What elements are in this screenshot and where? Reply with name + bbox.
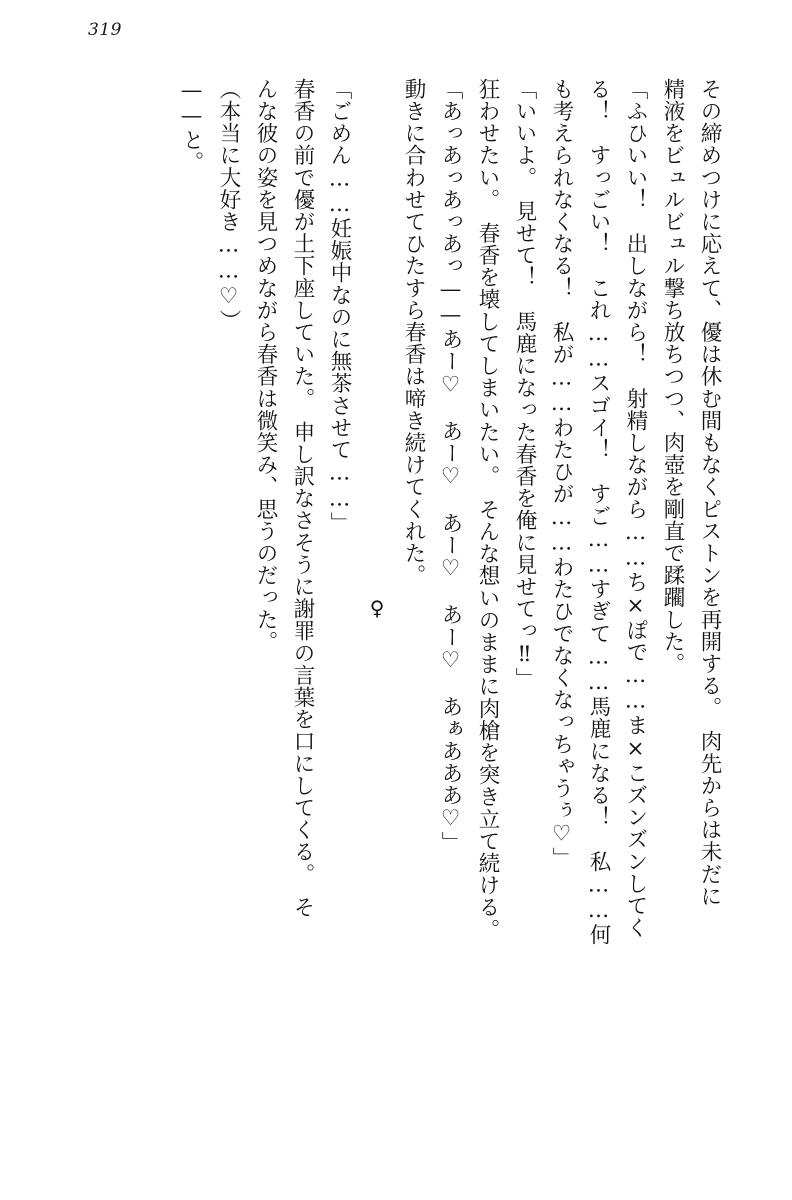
text-column: も考えられなくなる！ 私が……わたひが……わたひでなくなっちゃうぅ♡」 [549,78,574,869]
page-body-text [64,78,728,1138]
page-number: 319 [88,20,122,40]
text-column: る！ すっごい！ これ……スゴイ！ すご……すぎて……馬鹿になる！ 私……何 [586,78,611,946]
text-column: 「いいよ。 見せて！ 馬鹿になった春香を俺に見せてっ‼」 [512,78,537,690]
text-column: その締めつけに応えて、優は休む間もなくピストンを再開する。 肉先からは未だに [697,78,722,908]
text-column: 精液をビュルビュル撃ち放ちつつ、肉壺を剛直で蹂躙した。 [660,78,685,675]
section-ornament: ♀ [365,595,389,621]
text-column: 「ごめん……妊娠中なのに無茶させて……」 [327,78,352,534]
text-column: 春香の前で優が土下座していた。 申し訳なさそうに謝罪の言葉を口にしてくる。 そ [290,78,315,919]
text-column: 「ふひいい！ 出しながら！ 射精しながら……ち×ぽで……ま×こズンズンしてく [623,78,648,939]
text-column: 動きに合わせてひたすら春香は啼き続けてくれた。 [401,78,426,587]
text-column: 「あっあっあっあっ——あー♡ あー♡ あー♡ あー♡ あぁあああ♡」 [438,78,463,854]
text-column: んな彼の姿を見つめながら春香は微笑み、思うのだった。 [253,78,278,653]
text-column: （本当に大好き……♡） [216,78,241,332]
text-column: 狂わせたい。 春香を壊してしまいたい。 そんな想いのままに肉槍を突き立て続ける。 [475,78,500,941]
text-column: ——と。 [179,78,204,174]
